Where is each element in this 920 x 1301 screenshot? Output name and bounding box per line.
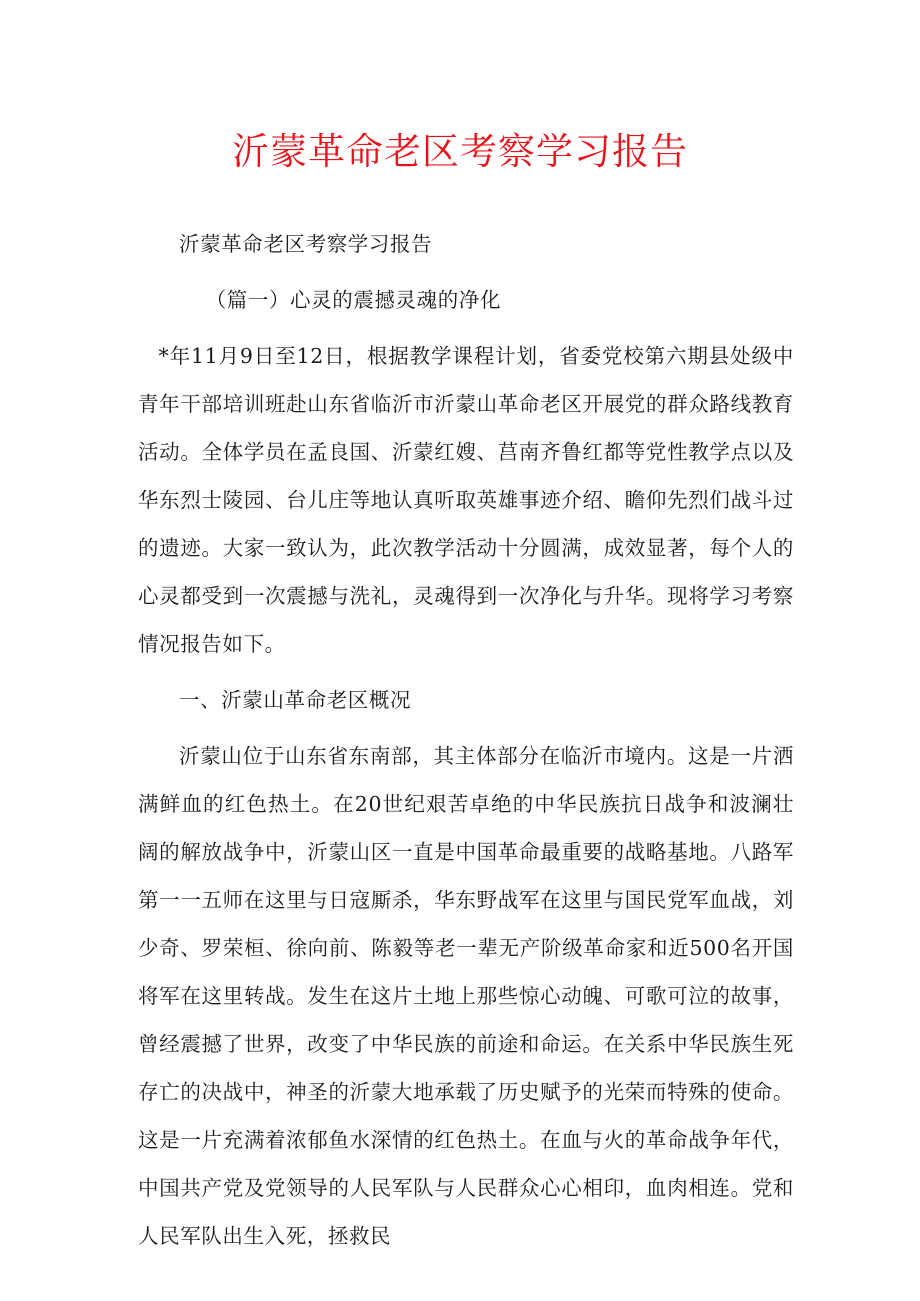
document-body xyxy=(138,220,794,1268)
paragraph-overview: 沂蒙山位于山东省东南部，其主体部分在临沂市境内。这是一片洒满鲜血的红色热土。在20世纪艰苦卓绝的中华民族抗日战争和波澜壮阔的解放战争中，沂蒙山区一直是中国革命最重要的战略基地。八路军第一一五师在这里与日寇厮杀，华东野战军在这里与国民党军血战，刘少奇、罗荣桓、徐向前、陈毅等老一辈无产阶级革命家和近500名开国将军在这里转战。发生在这片土地上那些惊心动魄、可歌可泣的故事，曾经震撼了世界，改变了中华民族的前途和命运。在关系中华民族生死存亡的决战中，神圣的沂蒙大地承载了历史赋予的光荣而特殊的使命。这是一片充满着浓郁鱼水深情的红色热土。在血与火的革命战争年代，中国共产党及党领导的人民军队与人民群众心心相印，血肉相连。党和人民军队出生入死，拯救民 xyxy=(138,744,794,1248)
document-title: 沂蒙革命老区考察学习报告 xyxy=(232,130,688,173)
document-subtitle: 沂蒙革命老区考察学习报告 xyxy=(179,232,433,256)
section-heading: 一、沂蒙山革命老区概况 xyxy=(179,688,412,712)
chapter-heading: （篇一）心灵的震撼灵魂的净化 xyxy=(205,288,502,312)
paragraph-intro: *年11月9日至12日，根据教学课程计划，省委党校第六期县处级中青年干部培训班赴山东省临沂市沂蒙山革命老区开展党的群众路线教育活动。全体学员在孟良国、沂蒙红嫂、莒南齐鲁红都等党性教学点以及华东烈士陵园、台儿庄等地认真听取英雄事迹介绍、瞻仰先烈们战斗过的遗迹。大家一致认为，此次教学活动十分圆满，成效显著，每个人的心灵都受到一次震撼与洗礼，灵魂得到一次净化与升华。现将学习考察情况报告如下。 xyxy=(138,344,794,656)
